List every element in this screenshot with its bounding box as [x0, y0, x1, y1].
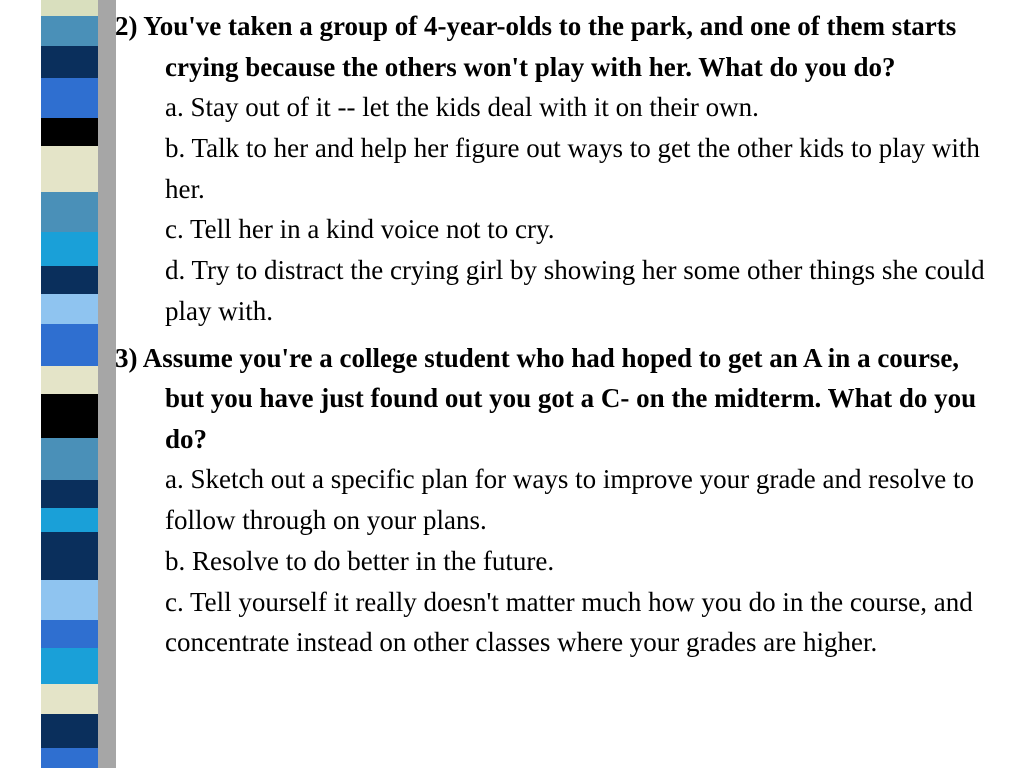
question-text: 2) You've taken a group of 4-year-olds to the park, and one of them starts crying because the others won't play with her. What do you do? [115, 11, 957, 82]
stripe-band [41, 266, 98, 294]
stripe-band [41, 394, 98, 438]
option-d: d. Try to distract the crying girl by showing her some other things she could play with. [165, 255, 985, 326]
question-2 [115, 6, 995, 332]
option-a: a. Stay out of it -- let the kids deal with it on their own. [165, 92, 759, 122]
stripe-band [41, 118, 98, 146]
stripe-band [41, 438, 98, 480]
option-c: c. Tell her in a kind voice not to cry. [165, 214, 555, 245]
stripe-band [41, 508, 98, 532]
stripe-band [41, 78, 98, 118]
stripe-band [41, 366, 98, 394]
question-text: 3) Assume you're a college student who had hoped to get an A in a course, but you have just found out you got a C- on the midterm. What do you do? [115, 342, 977, 454]
stripe-band [41, 480, 98, 508]
stripe-band [41, 620, 98, 648]
stripe-band [41, 580, 98, 620]
option-c: c. Tell yourself it really doesn't matter much how you do in the course, and concentrate instead on other classes where your grades are higher. [165, 586, 973, 658]
stripe-band [41, 294, 98, 324]
question-3 [115, 338, 995, 663]
option-a: a. Sketch out a specific plan for ways to improve your grade and resolve to follow through on your plans. [165, 464, 974, 536]
stripe-band [41, 714, 98, 748]
stripe-band [41, 192, 98, 232]
stripe-band [41, 146, 98, 192]
stripe-shadow [98, 0, 116, 768]
option-b: b. Talk to her and help her figure out ways to get the other kids to play with her. [165, 132, 980, 204]
stripe-band [41, 684, 98, 714]
stripe-band [41, 648, 98, 684]
stripe-band [41, 748, 98, 768]
stripe-band [41, 16, 98, 46]
stripe-band [41, 532, 98, 580]
stripe-band [41, 46, 98, 78]
slide-content [115, 6, 995, 669]
stripe-band [41, 324, 98, 366]
decorative-stripe [41, 0, 98, 768]
stripe-band [41, 0, 98, 16]
stripe-band [41, 232, 98, 266]
option-b: b. Resolve to do better in the future. [165, 545, 555, 576]
